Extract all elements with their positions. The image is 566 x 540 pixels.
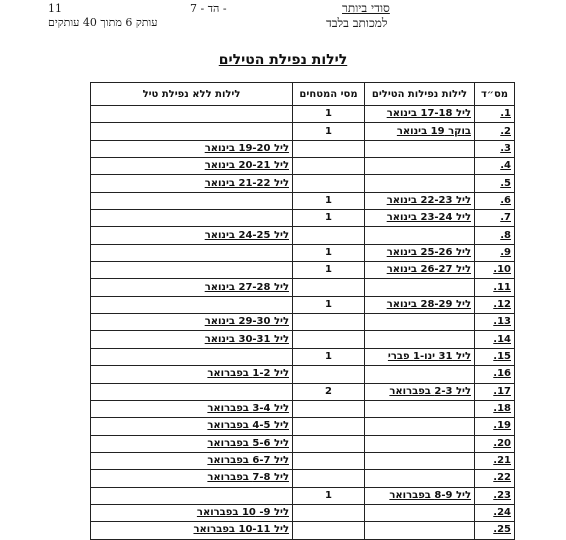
table-row	[91, 366, 515, 383]
table-row	[91, 192, 515, 209]
barrage-count-cell	[293, 400, 365, 417]
quiet-night-cell: ליל 27-28 בינואר	[91, 279, 293, 296]
barrage-count-cell	[293, 314, 365, 331]
serial-cell: 22.	[475, 470, 515, 487]
table-row	[91, 279, 515, 296]
table-row	[91, 522, 515, 539]
quiet-night-cell: ליל 1-2 בפברואר	[91, 366, 293, 383]
serial-cell: 18.	[475, 400, 515, 417]
barrage-count-cell: 1	[293, 244, 365, 261]
serial-cell: 23.	[475, 487, 515, 504]
table-row	[91, 487, 515, 504]
barrage-count-cell: 1	[293, 348, 365, 365]
quiet-night-cell	[91, 244, 293, 261]
serial-cell: 17.	[475, 383, 515, 400]
barrage-count-cell: 1	[293, 123, 365, 140]
table-row	[91, 296, 515, 313]
serial-cell: 12.	[475, 296, 515, 313]
quiet-night-cell	[91, 262, 293, 279]
missile-night-cell: ליל 26-27 בינואר	[365, 262, 475, 279]
barrage-count-cell: 1	[293, 106, 365, 123]
copy-number: עותק 6 מתוך 40 עותקים	[48, 16, 158, 29]
barrage-count-cell	[293, 175, 365, 192]
table-row	[91, 123, 515, 140]
barrage-count-cell	[293, 522, 365, 539]
header-barrages: מסי המטחים	[293, 83, 365, 106]
barrage-count-cell	[293, 279, 365, 296]
missile-night-cell	[365, 400, 475, 417]
serial-cell: 6.	[475, 192, 515, 209]
barrage-count-cell: 1	[293, 192, 365, 209]
quiet-night-cell: ליל 7-8 בפברואר	[91, 470, 293, 487]
missile-night-cell	[365, 279, 475, 296]
table-row	[91, 470, 515, 487]
serial-cell: 24.	[475, 504, 515, 521]
serial-cell: 4.	[475, 158, 515, 175]
quiet-night-cell	[91, 210, 293, 227]
quiet-night-cell: ליל 10-11 בפברואר	[91, 522, 293, 539]
quiet-night-cell	[91, 192, 293, 209]
missile-night-cell	[365, 175, 475, 192]
missile-night-cell: ליל 17-18 בינואר	[365, 106, 475, 123]
barrage-count-cell	[293, 435, 365, 452]
missile-night-cell	[365, 140, 475, 157]
table-row	[91, 452, 515, 469]
missile-night-cell	[365, 504, 475, 521]
missile-night-cell: ליל 23-24 בינואר	[365, 210, 475, 227]
serial-cell: 10.	[475, 262, 515, 279]
serial-cell: 8.	[475, 227, 515, 244]
missile-night-cell: ליל 25-26 בינואר	[365, 244, 475, 261]
serial-cell: 11.	[475, 279, 515, 296]
table-row	[91, 140, 515, 157]
quiet-night-cell: ליל 24-25 בינואר	[91, 227, 293, 244]
table-body	[91, 106, 515, 540]
quiet-night-cell: ליל 3-4 בפברואר	[91, 400, 293, 417]
missile-night-cell: ליל 31 ינו-1 פברי	[365, 348, 475, 365]
classification-label: סודי ביותר	[342, 1, 390, 15]
quiet-night-cell	[91, 296, 293, 313]
missile-night-cell	[365, 366, 475, 383]
barrage-count-cell: 1	[293, 487, 365, 504]
quiet-night-cell: ליל 6-7 בפברואר	[91, 452, 293, 469]
barrage-count-cell	[293, 158, 365, 175]
barrage-count-cell	[293, 331, 365, 348]
table-header-row	[91, 83, 515, 106]
serial-cell: 1.	[475, 106, 515, 123]
table-row	[91, 244, 515, 261]
table-row	[91, 504, 515, 521]
barrage-count-cell	[293, 452, 365, 469]
quiet-night-cell	[91, 106, 293, 123]
serial-cell: 14.	[475, 331, 515, 348]
missile-night-cell: ליל 8-9 בפברואר	[365, 487, 475, 504]
missile-night-cell	[365, 314, 475, 331]
table-row	[91, 348, 515, 365]
addressee-label: למכותב בלבד	[326, 16, 388, 30]
table-row	[91, 383, 515, 400]
quiet-night-cell: ליל 9- 10 בפברואר	[91, 504, 293, 521]
table-row	[91, 158, 515, 175]
barrage-count-cell	[293, 418, 365, 435]
missile-nights-table	[90, 82, 515, 540]
quiet-night-cell	[91, 348, 293, 365]
serial-cell: 15.	[475, 348, 515, 365]
missile-night-cell	[365, 435, 475, 452]
serial-cell: 16.	[475, 366, 515, 383]
table-row	[91, 435, 515, 452]
table-row	[91, 331, 515, 348]
missile-night-cell: ליל 2-3 בפברואר	[365, 383, 475, 400]
barrage-count-cell	[293, 140, 365, 157]
quiet-night-cell: ליל 5-6 בפברואר	[91, 435, 293, 452]
barrage-count-cell	[293, 227, 365, 244]
header-nights-fell: לילות נפילות הטילים	[365, 83, 475, 106]
barrage-count-cell	[293, 504, 365, 521]
quiet-night-cell: ליל 29-30 בינואר	[91, 314, 293, 331]
header-nights-none: לילות ללא נפילת טיל	[91, 83, 293, 106]
serial-cell: 7.	[475, 210, 515, 227]
serial-cell: 25.	[475, 522, 515, 539]
barrage-count-cell: 1	[293, 210, 365, 227]
quiet-night-cell: ליל 19-20 בינואר	[91, 140, 293, 157]
serial-cell: 9.	[475, 244, 515, 261]
missile-night-cell	[365, 418, 475, 435]
serial-cell: 21.	[475, 452, 515, 469]
missile-night-cell: ליל 22-23 בינואר	[365, 192, 475, 209]
table-row	[91, 418, 515, 435]
quiet-night-cell: ליל 30-31 בינואר	[91, 331, 293, 348]
missile-night-cell: בוקר 19 בינואר	[365, 123, 475, 140]
table-row	[91, 400, 515, 417]
barrage-count-cell	[293, 366, 365, 383]
quiet-night-cell	[91, 487, 293, 504]
page-number: 11	[48, 2, 62, 15]
quiet-night-cell: ליל 20-21 בינואר	[91, 158, 293, 175]
serial-cell: 13.	[475, 314, 515, 331]
header-serial: מס״ד	[475, 83, 515, 106]
missile-night-cell	[365, 227, 475, 244]
table-row	[91, 227, 515, 244]
table-row	[91, 314, 515, 331]
serial-cell: 5.	[475, 175, 515, 192]
barrage-count-cell: 1	[293, 262, 365, 279]
missile-night-cell: ליל 28-29 בינואר	[365, 296, 475, 313]
serial-cell: 2.	[475, 123, 515, 140]
missile-night-cell	[365, 331, 475, 348]
serial-cell: 20.	[475, 435, 515, 452]
barrage-count-cell	[293, 470, 365, 487]
serial-cell: 3.	[475, 140, 515, 157]
serial-cell: 19.	[475, 418, 515, 435]
quiet-night-cell	[91, 383, 293, 400]
document-title: לילות נפילת הטילים	[218, 52, 348, 68]
table-row	[91, 210, 515, 227]
barrage-count-cell: 1	[293, 296, 365, 313]
missile-night-cell	[365, 158, 475, 175]
quiet-night-cell: ליל 4-5 בפברואר	[91, 418, 293, 435]
table-row	[91, 106, 515, 123]
quiet-night-cell: ליל 21-22 בינואר	[91, 175, 293, 192]
missile-night-cell	[365, 522, 475, 539]
header-reference: הד - 7 -	[190, 2, 227, 15]
table-row	[91, 175, 515, 192]
missile-night-cell	[365, 452, 475, 469]
missile-night-cell	[365, 470, 475, 487]
table-row	[91, 262, 515, 279]
barrage-count-cell: 2	[293, 383, 365, 400]
quiet-night-cell	[91, 123, 293, 140]
